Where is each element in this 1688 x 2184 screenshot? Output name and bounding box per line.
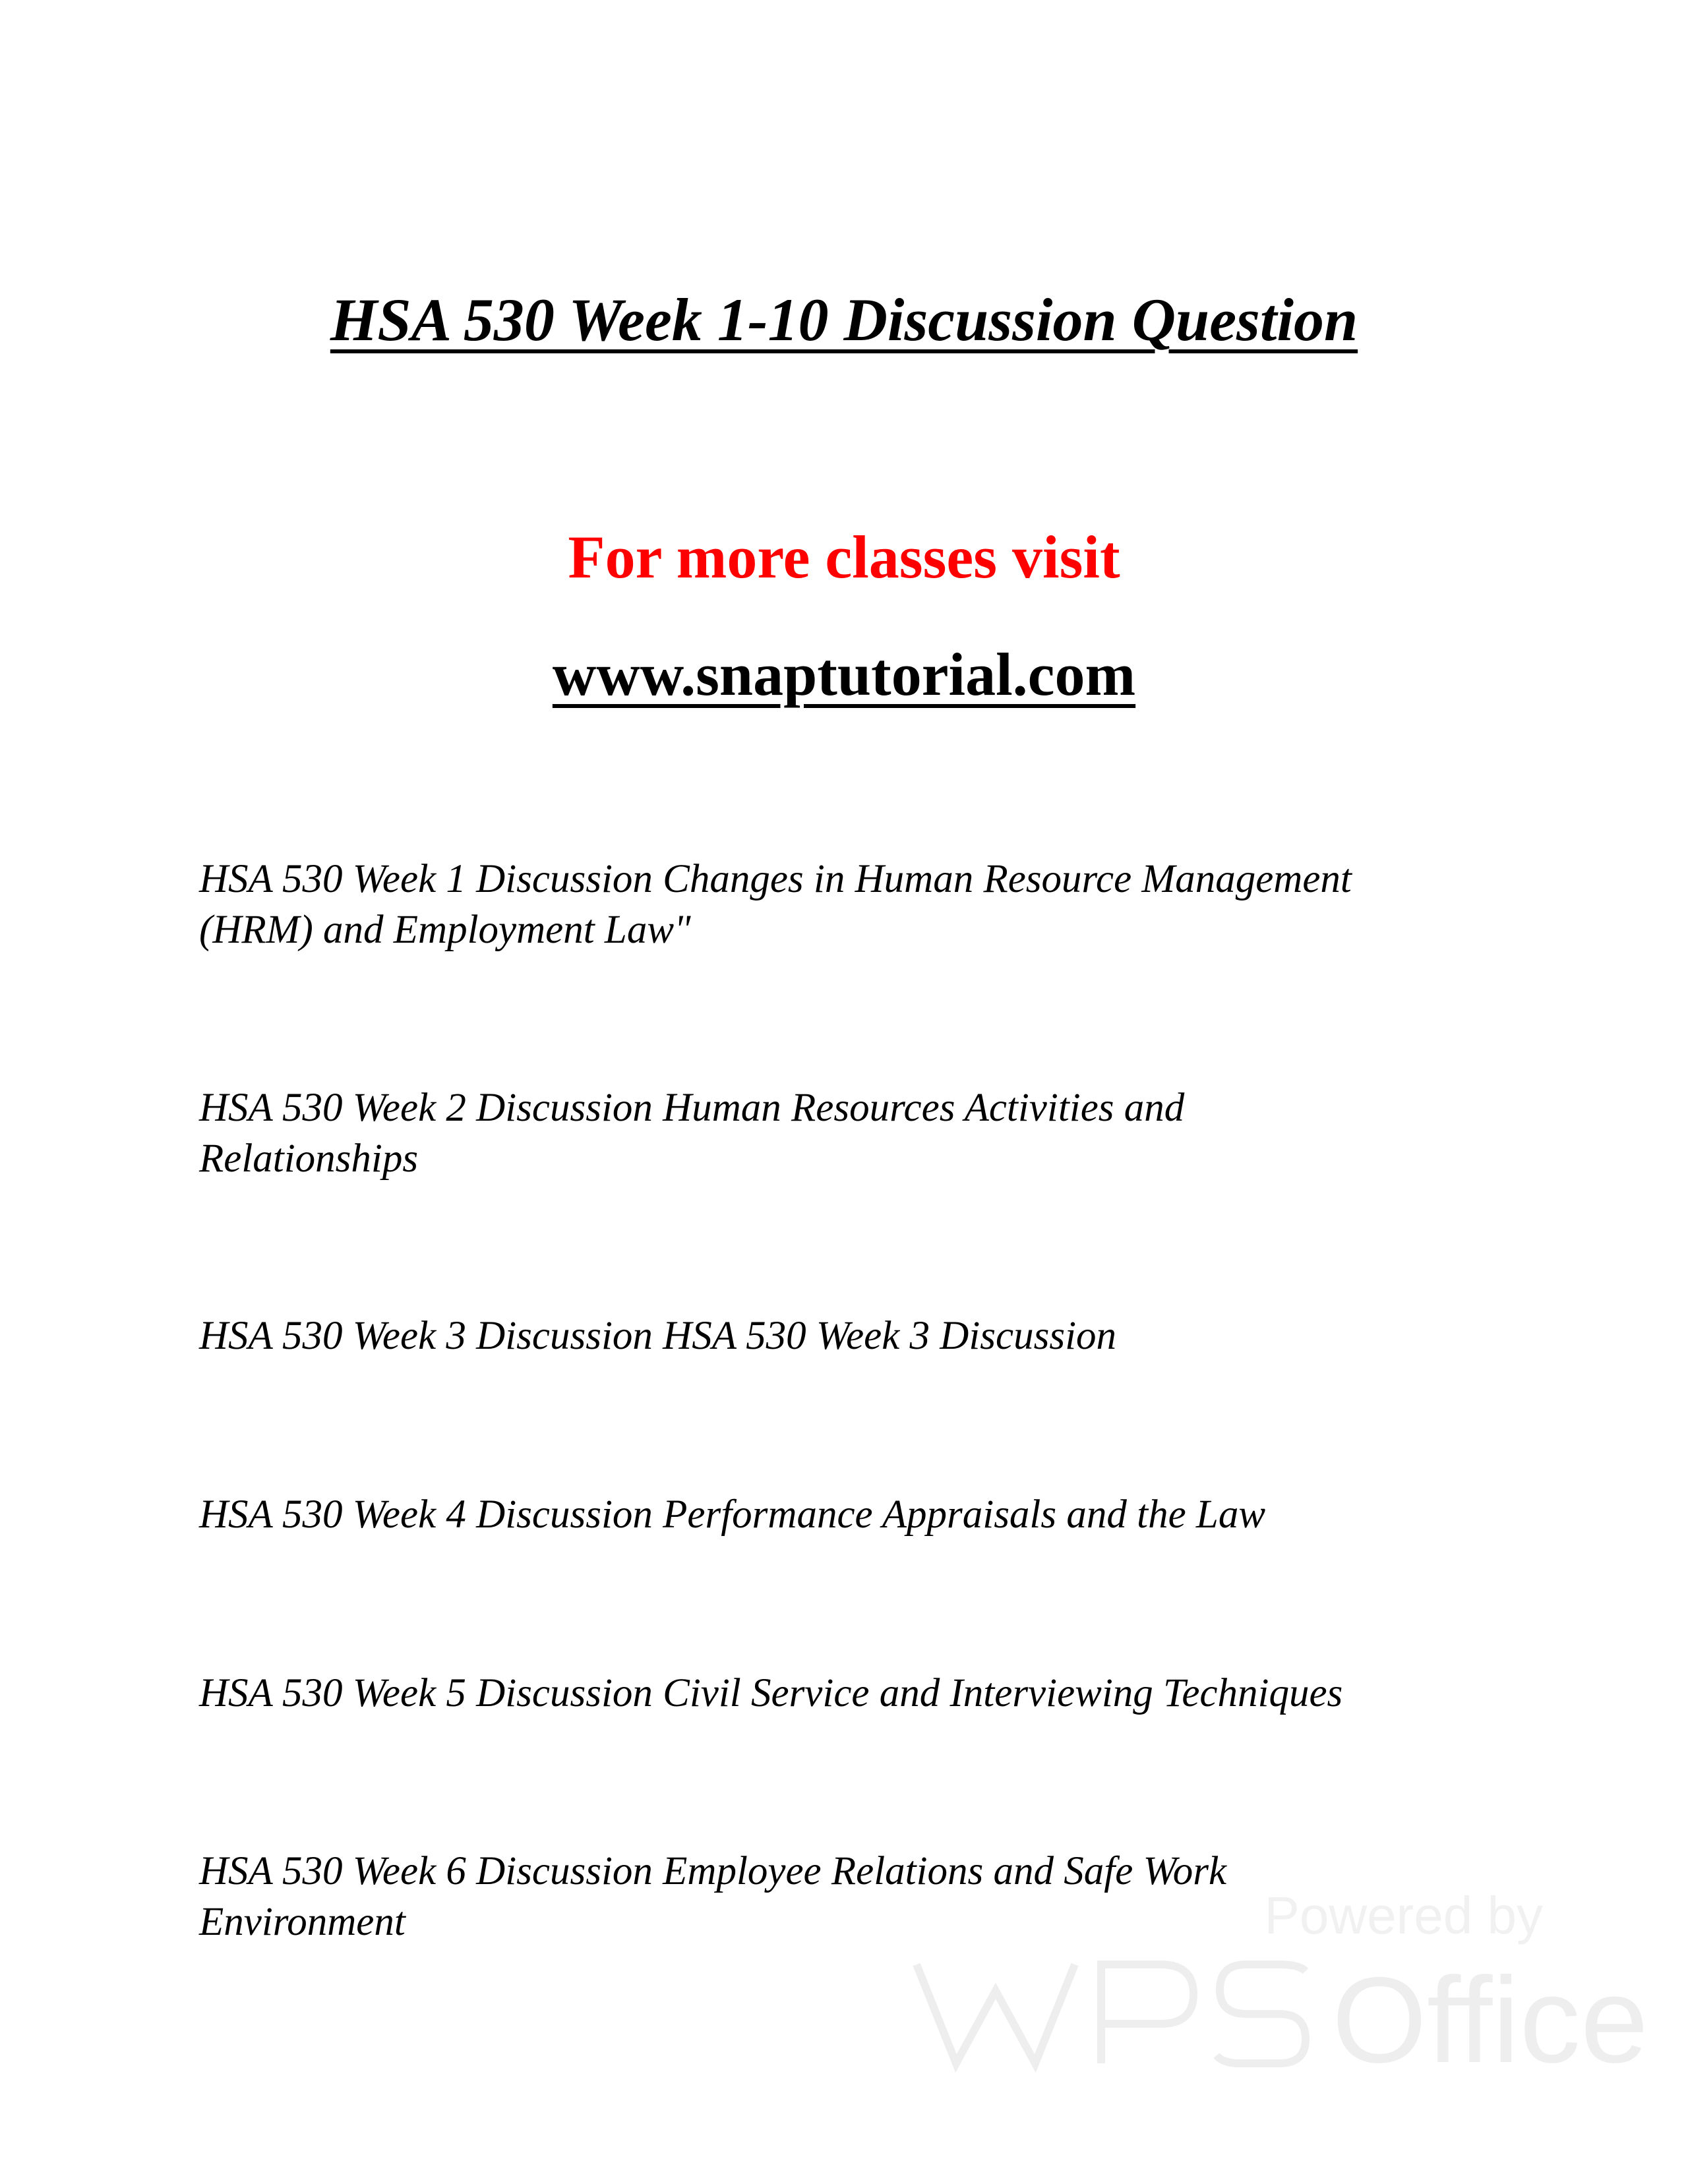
- list-item-line: HSA 530 Week 4 Discussion Performance Appraisals and the Law: [199, 1492, 1266, 1537]
- watermark-powered-by: Powered by: [1264, 1886, 1543, 1945]
- list-item: [199, 1082, 1518, 1184]
- list-item: [199, 1668, 1518, 1719]
- list-item-line: HSA 530 Week 5 Discussion Civil Service and Interviewing Techniques: [199, 1671, 1343, 1715]
- list-item-line: Environment: [199, 1900, 406, 1944]
- list-item: [199, 1489, 1518, 1540]
- list-item-line: (HRM) and Employment Law": [199, 908, 691, 952]
- list-item: [199, 1311, 1518, 1361]
- document-title: HSA 530 Week 1-10 Discussion Question: [330, 286, 1358, 353]
- list-item-line: HSA 530 Week 3 Discussion HSA 530 Week 3 Discussion: [199, 1314, 1117, 1358]
- wps-office-logo-icon: [910, 1951, 1648, 2088]
- list-item-line: HSA 530 Week 6 Discussion Employee Relations and Safe Work: [199, 1849, 1227, 1893]
- svg-text:Office: Office: [1332, 1953, 1648, 2088]
- website-link[interactable]: www.snaptutorial.com: [552, 641, 1136, 708]
- promo-text: For more classes visit: [568, 523, 1120, 591]
- list-item-line: HSA 530 Week 2 Discussion Human Resources Activities and: [199, 1086, 1185, 1130]
- list-item-line: HSA 530 Week 1 Discussion Changes in Human Resource Management: [199, 857, 1352, 901]
- wps-office-watermark: [910, 1885, 1648, 2088]
- list-item-line: Relationships: [199, 1136, 419, 1181]
- list-item: [199, 854, 1518, 955]
